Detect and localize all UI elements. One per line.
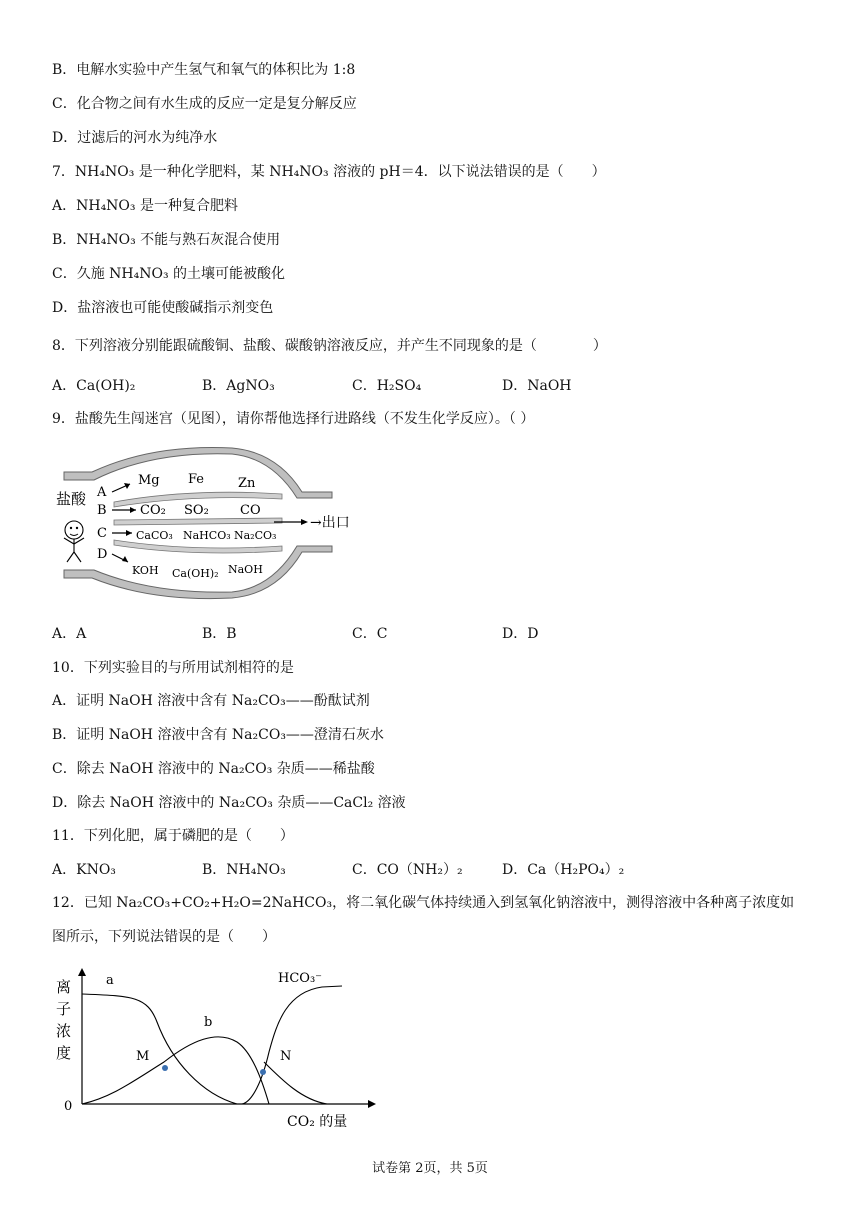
q9-stem: 9．盐酸先生闯迷宫（见图），请你帮他选择行进路线（不发生化学反应）。（ ）	[52, 411, 535, 427]
y-axis-char: 离	[56, 978, 72, 996]
y-axis-char: 子	[56, 1000, 72, 1018]
q8-stem: 8．下列溶液分别能跟硫酸铜、盐酸、碳酸钠溶液反应，并产生不同现象的是（ ）	[52, 338, 607, 354]
q11-option-a: A．KNO₃	[52, 862, 116, 878]
q9-option-d: D．D	[502, 626, 539, 642]
y-axis-char: 度	[56, 1044, 72, 1062]
origin-label: 0	[64, 1099, 73, 1114]
q9-option-b: B．B	[202, 626, 237, 642]
q8-option-a: A．Ca(OH)₂	[52, 378, 136, 394]
q7-option-a: A．NH₄NO₃ 是一种复合肥料	[52, 198, 238, 214]
maze-item: CaCO₃	[136, 529, 173, 542]
q10-option-b: B．证明 NaOH 溶液中含有 Na₂CO₃——澄清石灰水	[52, 727, 384, 743]
maze-exit-label: →出口	[310, 515, 350, 531]
maze-item: Na₂CO₃	[234, 529, 277, 542]
q10-stem: 10．下列实验目的与所用试剂相符的是	[52, 660, 294, 676]
y-axis-char: 浓	[56, 1022, 72, 1040]
q11-stem: 11．下列化肥，属于磷肥的是（ ）	[52, 828, 294, 844]
x-axis-label: CO₂ 的量	[287, 1114, 348, 1130]
q8-option-c: C．H₂SO₄	[352, 378, 422, 394]
maze-item: Ca(OH)₂	[172, 567, 219, 580]
q10-option-c: C．除去 NaOH 溶液中的 Na₂CO₃ 杂质——稀盐酸	[52, 761, 375, 777]
maze-path-letter: A	[97, 485, 107, 500]
q6-option-c: C．化合物之间有水生成的反应一定是复分解反应	[52, 96, 357, 112]
maze-entry-label: 盐酸	[56, 490, 87, 508]
maze-path-letter: C	[97, 526, 107, 541]
q9-option-c: C．C	[352, 626, 388, 642]
q11-option-b: B．NH₄NO₃	[202, 862, 286, 878]
q6-option-b: B．电解水实验中产生氢气和氧气的体积比为 1:8	[52, 62, 356, 78]
q7-option-b: B．NH₄NO₃ 不能与熟石灰混合使用	[52, 232, 281, 248]
q11-option-d: D．Ca（H₂PO₄）₂	[502, 862, 625, 878]
curve-a-label: a	[106, 973, 114, 988]
maze-item: SO₂	[184, 503, 209, 518]
ion-concentration-graph	[52, 962, 392, 1132]
q11-option-c: C．CO（NH₂）₂	[352, 862, 463, 878]
curve-b-label: b	[204, 1015, 213, 1030]
q10-option-d: D．除去 NaOH 溶液中的 Na₂CO₃ 杂质——CaCl₂ 溶液	[52, 795, 406, 811]
curve-hco3-label: HCO₃⁻	[278, 971, 323, 986]
maze-path-letter: B	[97, 503, 107, 518]
q12-stem-line1: 12．已知 Na₂CO₃+CO₂+H₂O=2NaHCO₃，将二氧化碳气体持续通入到氢氧化钠溶液中，测得溶液中各种离子浓度如	[52, 895, 795, 911]
q12-stem-line2: 图所示，下列说法错误的是（ ）	[52, 929, 276, 945]
maze-path-letter: D	[97, 547, 108, 562]
maze-item: Fe	[188, 472, 205, 487]
page-footer: 试卷第 2页，共 5页	[372, 1161, 488, 1176]
maze-item: Mg	[138, 473, 160, 488]
q7-option-d: D．盐溶液也可能使酸碱指示剂变色	[52, 300, 274, 316]
q10-option-a: A．证明 NaOH 溶液中含有 Na₂CO₃——酚酞试剂	[52, 693, 370, 709]
maze-item: NaOH	[228, 563, 263, 576]
maze-item: KOH	[132, 564, 159, 577]
maze-item: CO₂	[140, 503, 166, 518]
maze-item: Zn	[238, 476, 256, 491]
q7-option-c: C．久施 NH₄NO₃ 的土壤可能被酸化	[52, 266, 286, 282]
q8-option-b: B．AgNO₃	[202, 378, 275, 394]
point-n-label: N	[280, 1049, 292, 1064]
q7-stem: 7．NH₄NO₃ 是一种化学肥料，某 NH₄NO₃ 溶液的 pH＝4．以下说法错误的是（ ）	[52, 164, 606, 180]
maze-item: NaHCO₃	[183, 529, 231, 542]
q9-option-a: A．A	[52, 626, 87, 642]
maze-item: CO	[240, 503, 261, 518]
point-m-label: M	[136, 1049, 150, 1064]
q6-option-d: D．过滤后的河水为纯净水	[52, 130, 218, 146]
q8-option-d: D．NaOH	[502, 378, 572, 394]
maze-figure	[52, 442, 352, 602]
